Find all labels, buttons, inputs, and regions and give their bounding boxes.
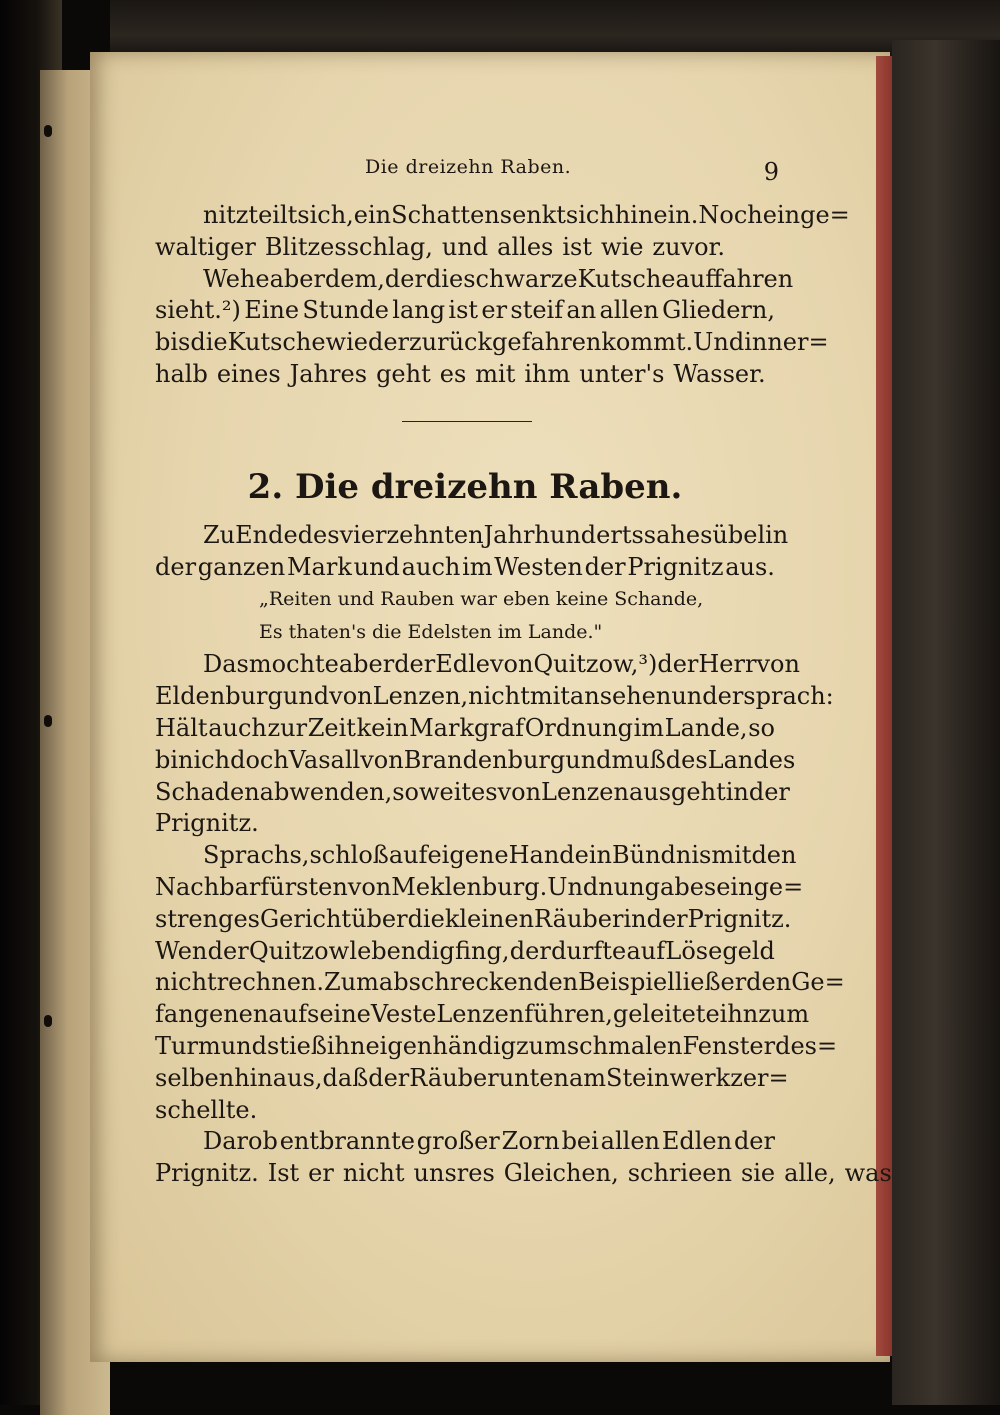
- text-line: Wehe aber dem, der die schwarze Kutsche auffahren: [203, 264, 794, 293]
- text-line: Turm und stieß ihn eigenhändig zum schmalen Fenster des=: [155, 1031, 838, 1060]
- top-text-block: [155, 200, 850, 391]
- page-number: 9: [763, 158, 779, 186]
- text-line: der ganzen Mark und auch im Westen der Prignitz aus.: [155, 552, 775, 581]
- text-line: halb eines Jahres geht es mit ihm unter's Wasser.: [155, 359, 766, 388]
- text-line: Nachbarfürsten von Meklenburg. Und nun gab es ein ge=: [155, 872, 804, 901]
- text-line: Prignitz. Ist er nicht unsres Gleichen, schrieen sie alle, was: [155, 1159, 892, 1188]
- text-line: Wen der Quitzow lebendig fing, der durfte auf Lösegeld: [155, 936, 775, 965]
- section-divider: [402, 421, 532, 422]
- text-line: Eldenburg und von Lenzen, nicht mitansehen und er sprach:: [155, 682, 834, 711]
- verse-line: Es thaten's die Edelsten im Lande.": [259, 621, 603, 644]
- text-line: waltiger Blitzesschlag, und alles ist wie zuvor.: [155, 232, 725, 261]
- book-cover-top: [110, 0, 1000, 60]
- text-line: Hält auch zur Zeit kein Markgraf Ordnung im Lande, so: [155, 713, 775, 742]
- text-line: Das mochte aber der Edle von Quitzow,³) der Herr von: [203, 650, 800, 679]
- text-line: Prignitz.: [155, 809, 259, 838]
- binding-hole: [44, 715, 52, 727]
- intro-paragraph: [155, 520, 789, 584]
- text-line: schellte.: [155, 1095, 258, 1124]
- book-cover-right: [892, 40, 1000, 1405]
- binding-hole: [44, 125, 52, 137]
- body-text-block: [155, 649, 892, 1190]
- text-line: bis die Kutsche wieder zurückgefahren kommt. Und inner=: [155, 328, 829, 357]
- binding-hole: [44, 1015, 52, 1027]
- verse-line: „Reiten und Rauben war eben keine Schande,: [259, 588, 704, 611]
- text-line: Darob entbrannte großer Zorn bei allen Edlen der: [203, 1127, 775, 1156]
- running-title: Die dreizehn Raben.: [365, 156, 572, 178]
- text-line: Schaden abwenden, soweit es von Lenzen aus geht in der: [155, 777, 790, 806]
- page-header: [155, 150, 779, 200]
- text-line: selben hinaus, daß der Räuber unten am Steinwerk zer=: [155, 1063, 789, 1092]
- text-line: nitz teilt sich, ein Schatten senkt sich hinein. Noch ein ge=: [203, 201, 850, 229]
- text-line: bin ich doch Vasall von Brandenburg und muß des Landes: [155, 745, 796, 774]
- text-line: fangenen auf seine Veste Lenzen führen, geleitete ihn zum: [155, 1000, 810, 1029]
- text-line: Sprachs, schloß auf eigene Hand ein Bündnis mit den: [203, 841, 797, 870]
- text-line: Zu Ende des vierzehnten Jahrhunderts sah es übel in: [203, 520, 789, 549]
- text-line: nicht rechnen. Zum abschreckenden Beispiel ließ er den Ge=: [155, 968, 845, 997]
- page-content: [155, 150, 892, 1190]
- text-line: sieht.²) Eine Stunde lang ist er steif an allen Gliedern,: [155, 296, 775, 325]
- text-line: strenges Gericht über die kleinen Räuber in der Prignitz.: [155, 904, 792, 933]
- section-title: 2. Die dreizehn Raben.: [247, 466, 683, 507]
